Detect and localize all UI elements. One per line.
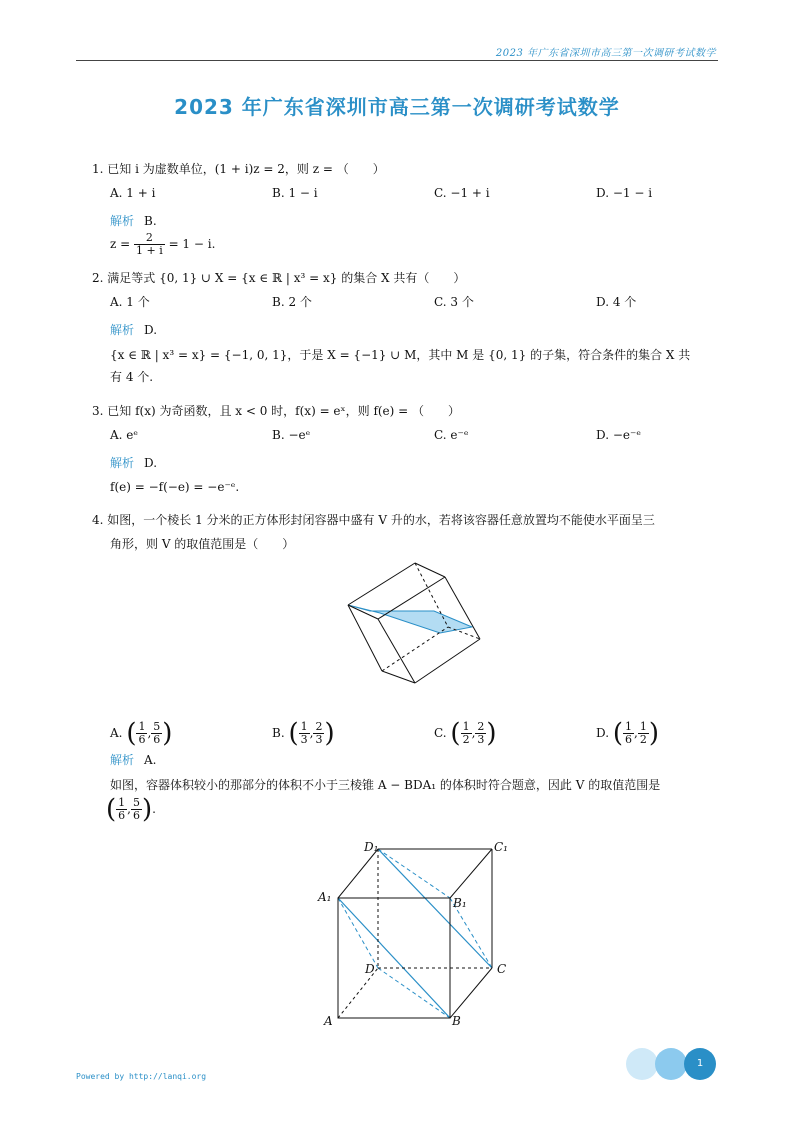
question-4-option-b: B. ( $\frac{1}{3}$ , $\frac{2}{3}$ ) [272,718,335,749]
question-2-option-d: D. 4 个 [596,295,637,309]
question-3-option-d: D. −e⁻ᵉ [596,428,641,442]
document-title: 2023 年广东省深圳市高三第一次调研考试数学 [174,95,620,119]
question-1-stem: 1. 已知 i 为虚数单位，(1 + i)z = 2，则 z = （ ） [92,162,385,176]
question-4-solution-interval: ( $\frac{1}{6}$ , $\frac{5}{6}$ ). [106,794,156,825]
page-number: 1 [696,1058,704,1069]
vertex-label-d1: D₁ [364,840,379,854]
analysis-label: 解析 [110,456,135,470]
question-1-option-b: B. 1 − i [272,186,318,200]
question-4-answer: A. [144,753,157,767]
question-2-solution-line-2: 有 4 个. [110,370,154,384]
question-1-answer: B. [144,214,157,228]
cube-figure [310,835,530,1035]
question-4-stem-line-2: 角形，则 V 的取值范围是（ ） [110,537,295,551]
vertex-label-b1: B₁ [453,896,467,910]
question-4-stem-line-1: 4. 如图，一个棱长 1 分米的正方体形封闭容器中盛有 V 升的水，若将该容器任意放置均不能使水平面呈三 [92,513,655,527]
analysis-label: 解析 [110,323,135,337]
question-4-analysis [110,752,157,768]
question-1-analysis [110,213,157,229]
question-2-stem: 2. 满足等式 {0, 1} ∪ X = {x ∈ ℝ | x³ = x} 的集合 X 共有（ ） [92,271,466,285]
question-3-analysis [110,455,157,471]
vertex-label-a1: A₁ [318,890,332,904]
question-4-option-a: A. ( $\frac{1}{6}$ , $\frac{5}{6}$ ) [110,718,173,749]
question-2-option-b: B. 2 个 [272,295,312,309]
analysis-label: 解析 [110,214,135,228]
question-3-answer: D. [144,456,158,470]
pager-dot-light [626,1048,658,1080]
question-2-answer: D. [144,323,158,337]
question-4-solution-line-1: 如图，容器体积较小的那部分的体积不小于三棱锥 A − BDA₁ 的体积时符合题意，因此 V 的取值范围是 [110,778,661,792]
pager-dot-mid [655,1048,687,1080]
vertex-label-c1: C₁ [494,840,508,854]
question-1-option-c: C. −1 + i [434,186,490,200]
powered-by-link[interactable]: Powered by http://lanqi.org [76,1072,207,1081]
question-3-option-a: A. eᵉ [110,428,139,442]
question-2-option-c: C. 3 个 [434,295,474,309]
vertex-label-c: C [497,962,507,976]
question-4-option-c: C. ( $\frac{1}{2}$ , $\frac{2}{3}$ ) [434,718,497,749]
fraction: $\frac{2}{1 + i}$ [136,231,163,257]
question-3-option-c: C. e⁻ᵉ [434,428,469,442]
question-1-option-d: D. −1 − i [596,186,653,200]
vertex-label-d: D [365,962,375,976]
question-4-option-d: D. ( $\frac{1}{6}$ , $\frac{1}{2}$ ) [596,718,659,749]
question-3-option-b: B. −eᵉ [272,428,311,442]
header-rule [76,60,718,61]
analysis-label: 解析 [110,753,135,767]
question-2-option-a: A. 1 个 [110,295,150,309]
water-surface [348,605,472,633]
question-2-solution-line-1: {x ∈ ℝ | x³ = x} = {−1, 0, 1}，于是 X = {−1} ∪ M，其中 M 是 {0, 1} 的子集，符合条件的集合 X 共 [110,348,691,362]
vertex-label-b: B [452,1014,461,1028]
page-number-badge [626,1045,726,1083]
question-2-analysis [110,322,157,338]
vertex-label-a: A [324,1014,333,1028]
running-header-title: 2023 年广东省深圳市高三第一次调研考试数学 [495,48,716,59]
question-1-solution: z = $\frac{2}{1 + i}$ = 1 − i. [110,231,216,257]
tilted-cube-figure [330,555,490,695]
question-3-solution: f(e) = −f(−e) = −e⁻ᵉ. [110,480,240,494]
question-3-stem: 3. 已知 f(x) 为奇函数，且 x < 0 时，f(x) = eˣ，则 f(e) = （ ） [92,404,461,418]
question-1-option-a: A. 1 + i [110,186,156,200]
